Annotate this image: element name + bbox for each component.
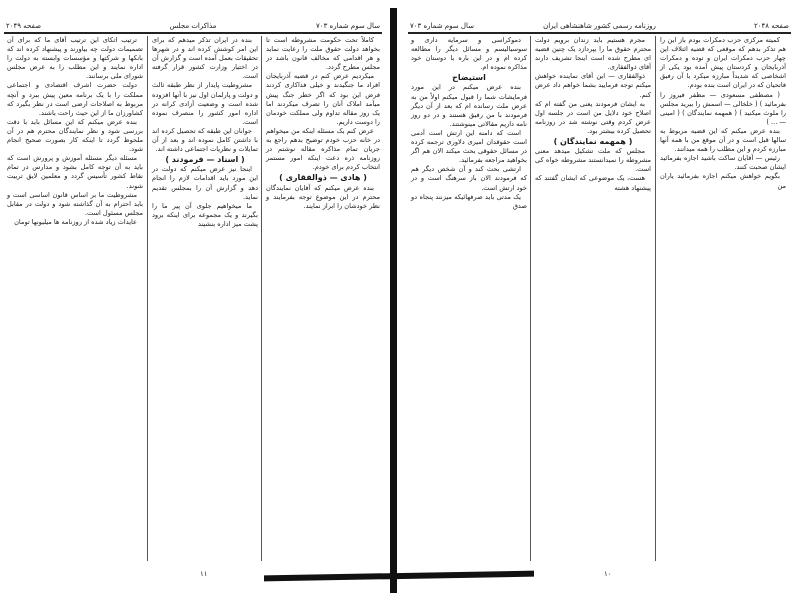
- column-divider: [147, 36, 148, 561]
- paragraph: میکردیم عرض کنم در قضیه آذربایجان افراد ما جنگیدند و خیلی فداکاری کردند فرض این بود که اگر خطر جنگ پیش میآمد املاک آنان را تصرف میکردند اما یک روز مقاله تداوم ولی مملکت خودمان را دوست داریم.: [266, 72, 380, 126]
- paragraph: به ایشان فرمودند یعنی من گفته ام که اصلاح خود دلایل من است در جلسه اول عرض کردم وقتی نوشته شد در روزنامه تحصیل کرده بیشتر بود.: [535, 99, 651, 135]
- text-column: [532, 36, 654, 558]
- text-column: [4, 36, 146, 558]
- issue-label: سال سوم شماره ۷۰۳: [410, 22, 474, 30]
- paragraph: دموکراسی و سرمایه داری و سوسیالیسم و مسائل دیگر را مطالعه کرده ام و در این باره با دوستان خود مذاکره نموده ام.: [411, 36, 527, 72]
- paragraph: یک مدتی باید صرفهائیکه میزنند پنجاه دو صدق: [411, 192, 527, 210]
- paragraph: است که دامنه این ارتش است آدمی است حقوقدان امیری دلاوری ترجمه کرده در مسائل حقوقی بحث میکند الان هم اگر بخواهید مراجعه بفرمائید.: [411, 128, 527, 165]
- right-page-header: [410, 22, 789, 32]
- page-number-header: صفحه ۲۰۴۸: [753, 22, 789, 30]
- paragraph: مشروطیت ما بر اساس قانون اساسی است و باید احترام به آن گذاشته شود و دولت در مقابل مجلس مسئول است.: [7, 190, 143, 217]
- paragraph: عرض کنم یک مسئله اینکه من میخواهم در خانه حزب خودم توضیح بدهم راجع به جریان تمام مذاکره مقاله نوشتم در روزنامه ذره دعت اینکه امور مستمر انتخاب کردم برای خودم.: [266, 126, 380, 172]
- header-rule: [408, 32, 791, 34]
- paragraph: مشروطیت پایدار از نظر طبقه ثالث و دولت و پارلمان اول نیز با آنها افزوده شده است و وضعیت آزادی کرانه در اداره امور کشور را منصرف نموده است.: [152, 81, 258, 126]
- paragraph: کمیته مرکزی حزب دمکرات بودم باز این را هم تذکر بدهم که موقعی که قضیه ائتلاف این چهار حزب دمکرات ایران و توده و دمکرات آذربایجان و کردستان پیش آمده بود یکی از اشخاصی که شدیداً مبارزه میکرد با آن رفیق فاتحیان که در ایران است بنده بودم.: [660, 36, 786, 90]
- paragraph: مجلس که ملت تشکیل میدهد معنی مشروطه را نمیدانستند مشروطه خواه کی است.: [535, 147, 651, 174]
- text-column: [263, 36, 383, 558]
- paragraph: ما میخواهیم جلوی آن پیر ما را بگیرند و یک مجموعه برای اینکه برود پشت میز اداره بنشیند: [152, 201, 258, 228]
- page-footer-number: ۱۱: [200, 570, 208, 578]
- text-column: [408, 36, 530, 558]
- paragraph: عایدات زیاد شده از روزنامه ها میلیونها تومان: [14, 217, 137, 226]
- paragraph-heading: ( هادی — ذوالفقاری ): [279, 173, 367, 183]
- gazette-title: روزنامه رسمی کشور شاهنشاهی ایران: [543, 22, 656, 30]
- page-number-header: صفحه ۲۰۴۹: [6, 22, 42, 30]
- paragraph: بنده عرض میکنم در این مورد فرمایشات شما را قبول میکنم اولاً من به عرض ملت رسانده ام که بعد از آن دیگر فرمودند با من رفیق هستند و در دو روز نامه داریم مقالاتی مینوشتند.: [411, 83, 527, 128]
- paragraph: بنده در ایران تذکر میدهم که برای این امر کوشش کرده اند و در شهرها تحقیقات بعمل آمده است و گزارش آن در اختیار وزارت کشور قرار گرفته است.: [152, 36, 258, 81]
- page-footer-number: ۱۰: [604, 570, 612, 578]
- header-rule: [4, 32, 382, 34]
- paragraph-heading: استیضاح: [452, 73, 486, 83]
- paragraph: ذوالفقاری — این آقای نماینده خواهش میکنم توجه فرمایید بشما خواهم داد عرض کنم.: [535, 72, 651, 99]
- paragraph: کاملاً تحت حکومت مشروطه است تا بخواهد دولت حقوق ملت را رعایت نماید و هر اقدامی که مخالف قانون باشد در مجلس مطرح گردد.: [266, 36, 380, 72]
- paragraph-heading: ( همهمه نمایندگان ): [553, 137, 633, 147]
- section-title: مذاکرات مجلس: [169, 22, 217, 30]
- paragraph: هست، یک موضوعی که ایشان گفتند که پیشنهاد هشته: [535, 174, 651, 192]
- book-spine: [384, 8, 404, 593]
- column-divider: [530, 36, 531, 561]
- column-divider: [655, 36, 656, 561]
- paragraph: بنده عرض میکنم که این مسائل باید با دقت بررسی شود و نظر نمایندگان محترم هم در آن ملحوظ گردد تا اینکه کار بصورت صحیح انجام شود.: [7, 117, 143, 154]
- paragraph: ترتیب اتکای این ترتیب آقای ما که برای آن تصمیمات دولت چه بیاورند و پیشنهاد کرده اند که بانکها و شرکتها و مؤسسات وابسته به دولت را اداره نمایند و این مطلب را به عرض مجلس شورای ملی برسانند.: [7, 36, 143, 81]
- paragraph: دولت حضرت اشرف اقتصادی و اجتماعی مملکت را با یک برنامه معین پیش ببرد و آنچه مربوط به اصلاحات ارضی است در نظر بگیرد که کشاورزان ما از این حیث راحت باشند.: [7, 81, 143, 117]
- paragraph: مجرم هستیم باید زندان برویم دولت محترم حقوق ما را بپردازد یک چنین قضیه ای مطرح شده است اینجا تشریف دارند آقای ذوالفقاری.: [535, 36, 651, 72]
- issue-label: سال سوم شماره ۷۰۳: [316, 22, 380, 30]
- paragraph: بنده عرض میکنم که آقایان نمایندگان محترم در این موضوع توجه بفرمایند و نظر خودشان را ابراز نمایند.: [266, 183, 380, 210]
- paragraph-heading: ( اسناد — فرمودند ): [165, 155, 245, 165]
- paragraph: ارتشی بحث کند و آن شخص دیگر هم که فرمودند الان باز سرهنگ است و در خود ارتش است.: [411, 165, 527, 192]
- paragraph: بگویم خواهش میکنم اجازه بفرمائید یاران من: [660, 172, 786, 190]
- paragraph: اینجا نیز عرض میکنم که دولت در این مورد باید اقدامات لازم را انجام دهد و گزارش آن را بمجلس تقدیم نماید.: [152, 165, 258, 201]
- left-page: [0, 0, 386, 600]
- paragraph: ( مصطفی مسعودی — مظفر فیروز را بفرمائید ) ( خلخالی — اسمش را ببرید مجلس را ملوث میکنید ) ( همهمه نمایندگان ) ( امینی — ... ): [660, 90, 786, 126]
- right-page: [404, 0, 795, 600]
- column-divider: [261, 36, 262, 561]
- text-column: [149, 36, 261, 558]
- paragraph: رئیس — آقایان ساکت باشید اجازه بفرمائید ایشان صحبت کنند.: [660, 154, 786, 172]
- left-page-header: [6, 22, 380, 32]
- paragraph: مسئله دیگر مسئله آموزش و پرورش است که باید به آن توجه کامل بشود و مدارس در تمام نقاط کشور تأسیس گردد و معلمین لایق تربیت شوند.: [7, 154, 143, 190]
- paragraph: بنده عرض میکنم که این قضیه مربوط به سالها قبل است و در آن موقع من با همه آنها مبارزه کردم و این مطلب را همه میدانند.: [660, 126, 786, 154]
- text-column: [657, 36, 789, 558]
- paragraph: جوانان این طبقه که تحصیل کرده اند با داشتن کامل نموده اند و بعد از آن تمایلات و نظریات اجتماعی داشته اند.: [152, 126, 258, 154]
